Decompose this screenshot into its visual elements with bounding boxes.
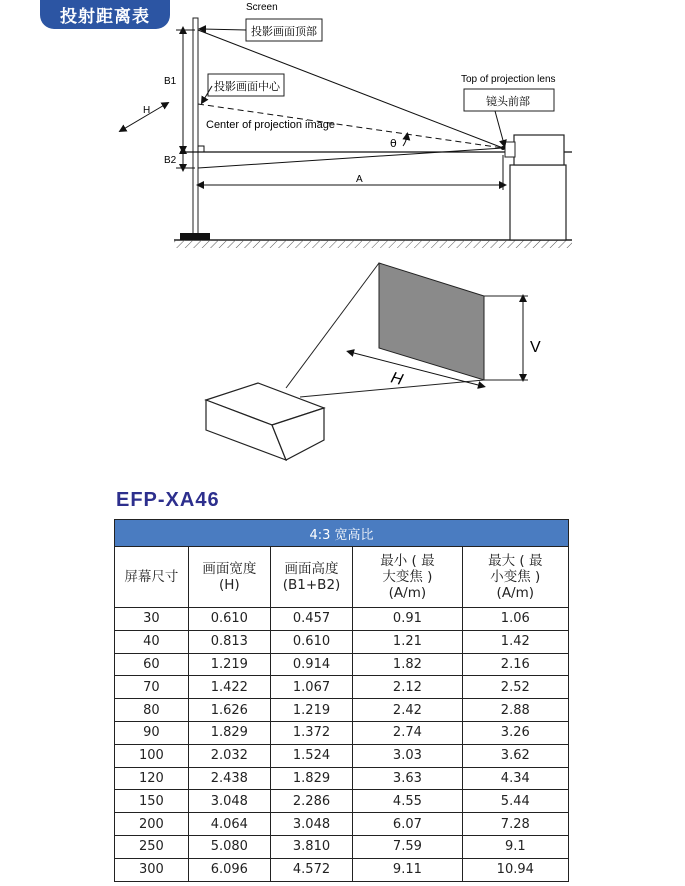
table-cell: 300 [115,858,189,881]
table-cell: 150 [115,790,189,813]
column-header-line: (H) [218,577,240,593]
screen-base [180,233,210,240]
table-cell: 2.12 [353,676,462,699]
table-cell: 0.610 [270,630,352,653]
table-cell: 70 [115,676,189,699]
table-cell: 6.096 [188,858,270,881]
table-cell: 1.067 [270,676,352,699]
column-header-line: 画面高度 [284,561,339,577]
screen-label: Screen [246,2,278,13]
column-header-line: (A/m) [496,585,535,601]
screen-center-label: 投影画面中心 [214,80,280,93]
table-row [115,835,569,858]
table-cell: 9.11 [353,858,462,881]
column-header-line: 屏幕尺寸 [124,569,179,585]
bottom-ray [198,148,503,168]
table-cell: 3.26 [462,721,568,744]
table-cell: 1.422 [188,676,270,699]
table-cell: 1.829 [270,767,352,790]
screen-panel [379,263,484,380]
column-header-line: 画面宽度 [202,561,257,577]
table-row [115,676,569,699]
table-row [115,767,569,790]
table-cell: 0.457 [270,608,352,631]
table-cell: 0.610 [188,608,270,631]
table-cell: 1.21 [353,630,462,653]
table-cell: 200 [115,813,189,836]
table-cell: 3.03 [353,744,462,767]
table-cell: 7.59 [353,835,462,858]
model-title: EFP-XA46 [116,489,220,511]
table-cell: 60 [115,653,189,676]
table-row [115,630,569,653]
table-cell: 6.07 [353,813,462,836]
column-header [462,547,568,608]
screen-pole [193,18,198,236]
table-cell: 100 [115,744,189,767]
table-row [115,790,569,813]
table-cell: 1.524 [270,744,352,767]
screen-top-label: 投影画面顶部 [251,25,317,38]
table-row [115,699,569,722]
table-cell: 4.572 [270,858,352,881]
table-cell: 9.1 [462,835,568,858]
table-cell: 3.62 [462,744,568,767]
dim-a: A [356,174,363,185]
column-header [115,547,189,608]
column-header-line: (B1+B2) [282,577,341,593]
table-row [115,721,569,744]
column-header-line: (A/m) [388,585,427,601]
table-cell: 4.55 [353,790,462,813]
section-title: 投射距离表 [40,0,170,29]
table-cell: 2.438 [188,767,270,790]
angle-theta: θ [390,137,397,150]
table-row [115,744,569,767]
table-cell: 1.372 [270,721,352,744]
table-cell: 4.34 [462,767,568,790]
center-caption: Center of projection image [206,119,336,131]
throw-distance-table [114,519,569,882]
dim-b2: B2 [164,155,177,166]
table-row [115,858,569,881]
table-row [115,653,569,676]
table-cell: 2.88 [462,699,568,722]
projector-body [514,135,564,165]
table-cell: 0.91 [353,608,462,631]
projector-stand [510,165,566,240]
dim-h-bottom: H [388,369,405,389]
column-header-line: 最小 ( 最 [380,553,435,569]
lens-front-label: 镜头前部 [486,95,530,108]
table-cell: 120 [115,767,189,790]
column-header-line: 小变焦 ) [490,569,541,585]
table-row [115,813,569,836]
table-cell: 1.42 [462,630,568,653]
table-cell: 40 [115,630,189,653]
dim-v: V [530,339,541,356]
table-cell: 30 [115,608,189,631]
column-header [270,547,352,608]
lens-top-caption: Top of projection lens [461,74,556,85]
table-cell: 3.048 [188,790,270,813]
table-cell: 1.219 [188,653,270,676]
table-cell: 2.286 [270,790,352,813]
table-cell: 4.064 [188,813,270,836]
table-cell: 250 [115,835,189,858]
table-cell: 3.63 [353,767,462,790]
table-cell: 2.52 [462,676,568,699]
table-cell: 2.16 [462,653,568,676]
table-cell: 3.048 [270,813,352,836]
table-cell: 1.626 [188,699,270,722]
column-header-line: 大变焦 ) [382,569,433,585]
table-cell: 0.813 [188,630,270,653]
table-cell: 3.810 [270,835,352,858]
dim-b1: B1 [164,76,177,87]
ground-hatch [174,240,572,248]
column-header [353,547,462,608]
column-header [188,547,270,608]
table-cell: 1.219 [270,699,352,722]
table-cell: 90 [115,721,189,744]
table-cell: 2.42 [353,699,462,722]
table-cell: 1.06 [462,608,568,631]
column-header-line: 最大 ( 最 [488,553,543,569]
table-cell: 7.28 [462,813,568,836]
table-cell: 2.74 [353,721,462,744]
table-cell: 5.080 [188,835,270,858]
table-cell: 5.44 [462,790,568,813]
table-cell: 80 [115,699,189,722]
table-cell: 10.94 [462,858,568,881]
table-cell: 0.914 [270,653,352,676]
table-cell: 1.829 [188,721,270,744]
table-row [115,608,569,631]
table-cell: 2.032 [188,744,270,767]
table-cell: 1.82 [353,653,462,676]
aspect-ratio-header: 4:3 宽高比 [115,520,569,547]
dim-h: H [143,105,151,116]
